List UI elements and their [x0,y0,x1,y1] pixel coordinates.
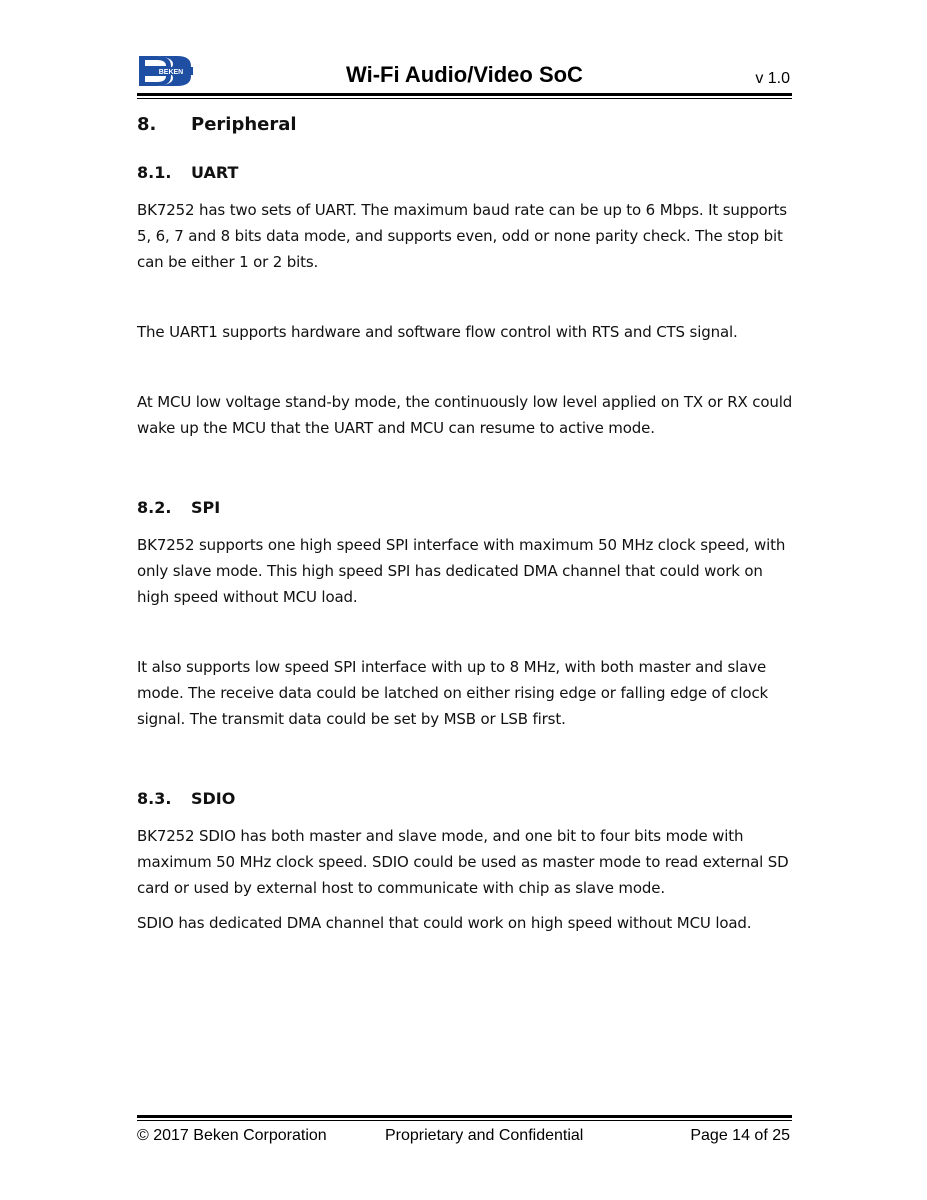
document-version: v 1.0 [755,70,790,87]
paragraph: BK7252 SDIO has both master and slave mode, and one bit to four bits mode with maximum 50 MHz clock speed. SDIO could be used as master mode to read external SD card or used by external host to communicate with chip as slave mode. [137,827,789,897]
subsection-heading-sdio [137,789,235,808]
footer-confidential: Proprietary and Confidential [385,1127,584,1144]
paragraph: BK7252 has two sets of UART. The maximum baud rate can be up to 6 Mbps. It supports 5, 6, 7 and 8 bits data mode, and supports even, odd or none parity check. The stop bit can be either 1 or 2 bits. [137,201,787,271]
header-rule-thin [137,98,792,99]
paragraph: SDIO has dedicated DMA channel that could work on high speed without MCU load. [137,914,752,932]
document-title: Wi-Fi Audio/Video SoC [346,62,583,87]
footer-page-number: Page 14 of 25 [690,1127,790,1144]
page-header [137,50,792,100]
section-number: 8. [137,114,157,135]
subsection-heading-spi [137,498,220,517]
subsection-title: SPI [191,498,221,517]
logo-text: BEKEN [158,69,184,76]
footer-copyright: © 2017 Beken Corporation [137,1127,327,1144]
header-rule-thick [137,93,792,96]
footer-rule-thin [137,1120,792,1121]
subsection-heading-uart [137,163,238,182]
paragraph: At MCU low voltage stand-by mode, the continuously low level applied on TX or RX could wake up the MCU that the UART and MCU can resume to active mode. [137,393,793,437]
subsection-title: SDIO [191,789,236,808]
section-heading [137,114,297,135]
section-title: Peripheral [191,114,297,135]
footer-rule-thick [137,1115,792,1118]
subsection-title: UART [191,163,239,182]
paragraph: BK7252 supports one high speed SPI interface with maximum 50 MHz clock speed, with only slave mode. This high speed SPI has dedicated DMA channel that could work on high speed without MCU load. [137,536,786,606]
subsection-number: 8.3. [137,789,172,808]
paragraph: The UART1 supports hardware and software flow control with RTS and CTS signal. [137,323,738,341]
subsection-number: 8.2. [137,498,172,517]
subsection-number: 8.1. [137,163,172,182]
paragraph: It also supports low speed SPI interface with up to 8 MHz, with both master and slave mode. The receive data could be latched on either rising edge or falling edge of clock signal. The transmit data could be set by MSB or LSB first. [137,658,769,728]
page-footer [137,1115,792,1155]
